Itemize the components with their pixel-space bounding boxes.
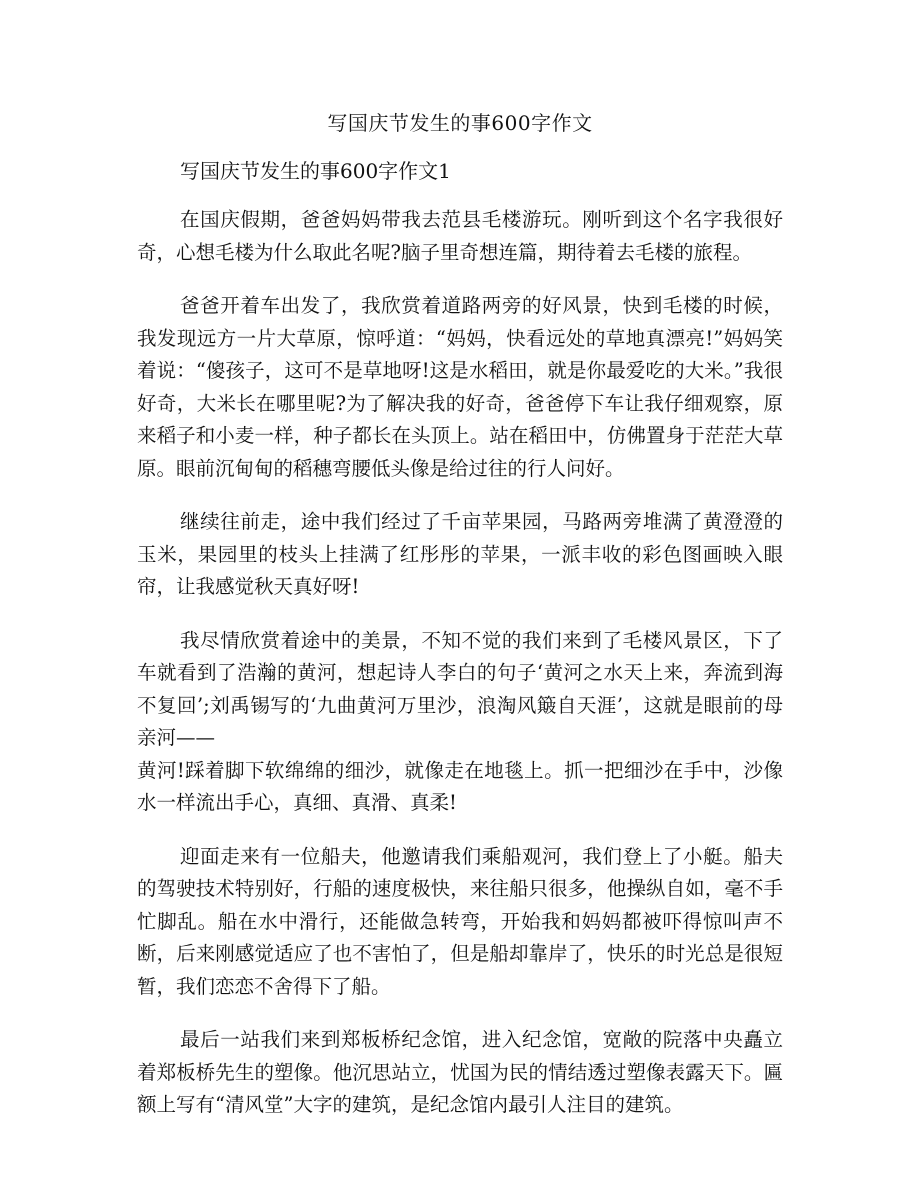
paragraph-3: 继续往前走，途中我们经过了千亩苹果园，马路两旁堆满了黄澄澄的玉米，果园里的枝头上挂满了红彤彤的苹果，一派丰收的彩色图画映入眼帘，让我感觉秋天真好呀! bbox=[137, 510, 783, 598]
paragraph-4-continuation: 黄河!踩着脚下软绵绵的细沙，就像走在地毯上。抓一把细沙在手中，沙像水一样流出手心，真细、真滑、真柔! bbox=[137, 758, 783, 814]
paragraph-4: 我尽情欣赏着途中的美景，不知不觉的我们来到了毛楼风景区，下了车就看到了浩瀚的黄河，想起诗人李白的句子‘黄河之水天上来，奔流到海不复回’;刘禹锡写的‘九曲黄河万里沙，浪淘风簸自天涯’，这就是眼前的母亲河—— bbox=[137, 628, 783, 749]
paragraph-2: 爸爸开着车出发了，我欣赏着道路两旁的好风景，快到毛楼的时候，我发现远方一片大草原，惊呼道：“妈妈，快看远处的草地真漂亮!”妈妈笑着说：“傻孩子，这可不是草地呀!这是水稻田，就是你最爱吃的大米。”我很好奇，大米长在哪里呢?为了解决我的好奇，爸爸停下车让我仔细观察，原来稻子和小麦一样，种子都长在头顶上。站在稻田中，仿佛置身于茫茫大草原。眼前沉甸甸的稻穗弯腰低头像是给过往的行人问好。 bbox=[137, 294, 783, 480]
paragraph-1: 在国庆假期，爸爸妈妈带我去范县毛楼游玩。刚听到这个名字我很好奇，心想毛楼为什么取此名呢?脑子里奇想连篇，期待着去毛楼的旅程。 bbox=[137, 208, 783, 264]
paragraph-6: 最后一站我们来到郑板桥纪念馆，进入纪念馆，宽敞的院落中央矗立着郑板桥先生的塑像。他沉思站立，忧国为民的情结透过塑像表露天下。匾额上写有“清风堂”大字的建筑，是纪念馆内最引人注目的建筑。 bbox=[137, 1028, 783, 1116]
section-heading: 写国庆节发生的事600字作文1 bbox=[180, 159, 451, 183]
paragraph-5: 迎面走来有一位船夫，他邀请我们乘船观河，我们登上了小艇。船夫的驾驶技术特别好，行船的速度极快，来往船只很多，他操纵自如，毫不手忙脚乱。船在水中滑行，还能做急转弯，开始我和妈妈都被吓得惊叫声不断，后来刚感觉适应了也不害怕了，但是船却靠岸了，快乐的时光总是很短暂，我们恋恋不舍得下了船。 bbox=[137, 844, 783, 998]
document-title: 写国庆节发生的事600字作文 bbox=[327, 111, 593, 135]
document-body bbox=[137, 155, 783, 1143]
